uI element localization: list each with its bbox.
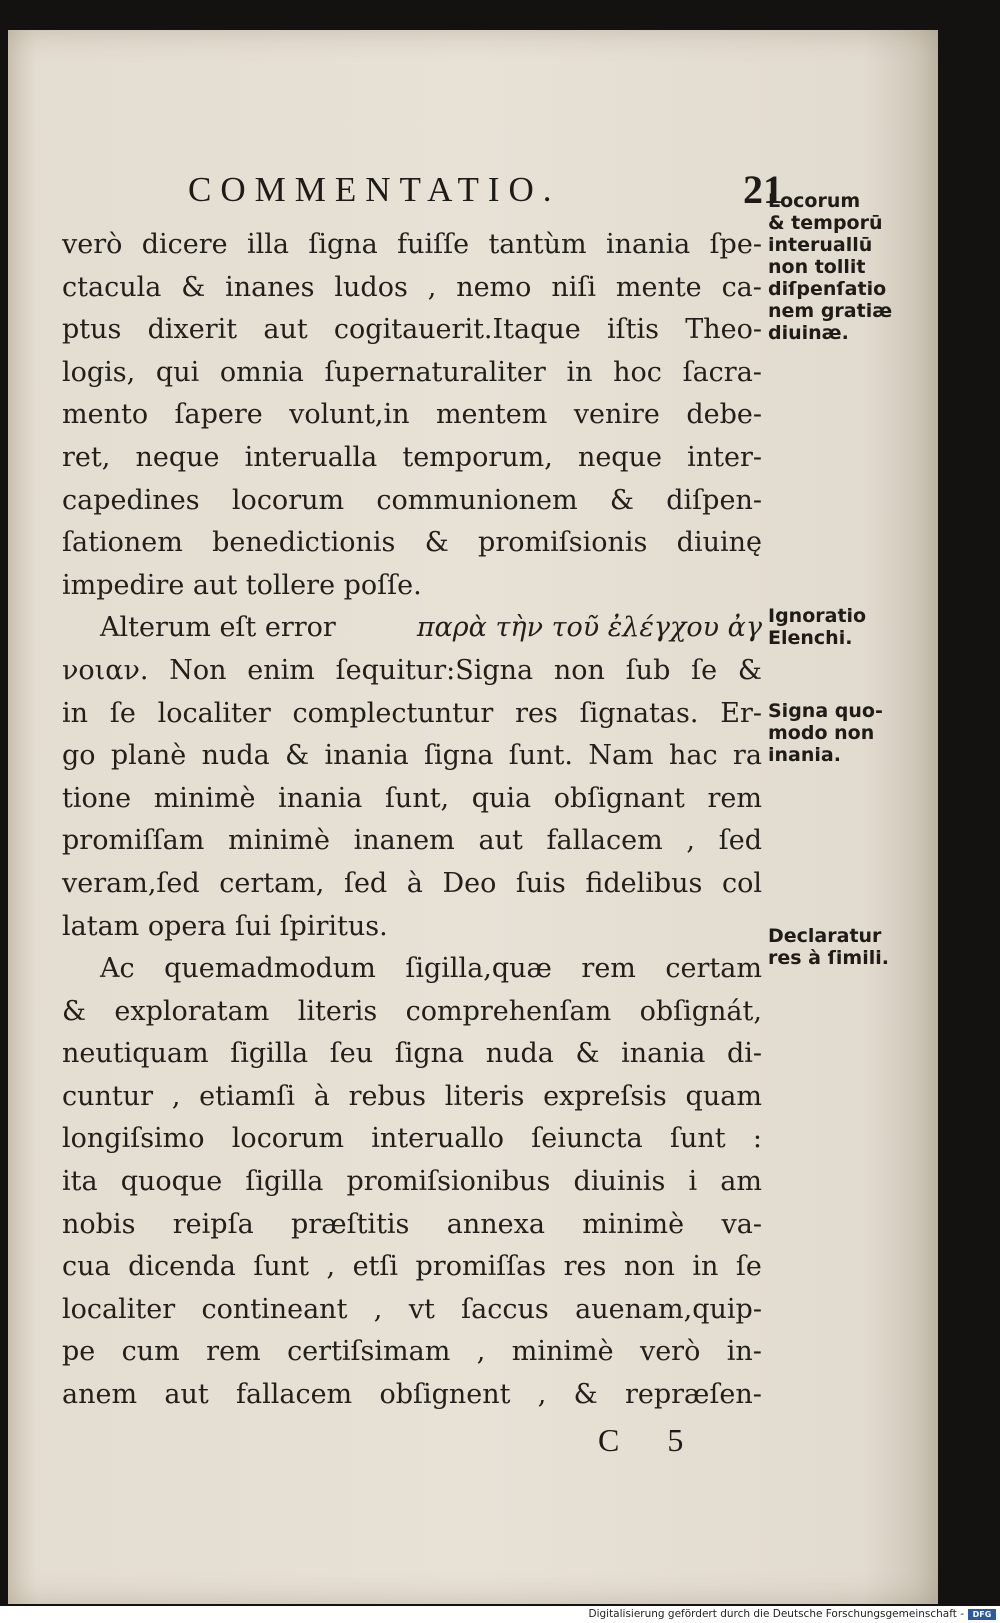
signature-mark: C 5 [598, 1422, 704, 1458]
digitization-footer [0, 1606, 1000, 1623]
margin-note [768, 605, 866, 649]
text-line: Ac quemadmodum ſigilla,quæ rem certam [100, 953, 762, 985]
margin-note [768, 190, 892, 344]
margin-note-line: Elenchi. [768, 627, 853, 649]
funding-credit: Digitalisierung gefördert durch die Deutsche Forschungsgemeinschaft - [588, 1608, 964, 1620]
margin-note-line: inania. [768, 744, 841, 766]
page-number: 21 [743, 167, 783, 212]
margin-note-line: Locorum [768, 190, 861, 212]
text-line: ret, neque interualla temporum, neque inter- [62, 441, 762, 473]
text-line-greek [62, 607, 762, 650]
text-line: capedines locorum communionem & diſpen- [62, 484, 762, 516]
margin-note-line: non tollit [768, 256, 866, 278]
text-line: tione minimè inania ſunt, quia obſignant rem [62, 782, 762, 814]
text-line: cua dicenda ſunt , etſi promiſſas res non in ſe [62, 1251, 762, 1283]
margin-note-line: Signa quo- [768, 700, 883, 722]
text-line: ctacula & inanes ludos , nemo niſi mente ca- [62, 271, 762, 303]
text-line: impedire aut tollere poſſe. [62, 569, 422, 601]
text-line: pe cum rem certiſsimam , minimè verò in- [62, 1336, 762, 1368]
margin-note-line: interuallū [768, 234, 873, 256]
latin-phrase: Alterum eſt error [100, 612, 336, 644]
text-line: anem aut fallacem obſignent , & repræſen- [62, 1379, 762, 1411]
text-line: verò dicere illa ſigna fuiſſe tantùm inania ſpe- [62, 229, 762, 260]
text-line: ptus dixerit aut cogitauerit.Itaque iſtis Theo- [62, 314, 762, 346]
text-line: logis, qui omnia ſupernaturaliter in hoc ſacra- [62, 356, 762, 388]
running-title: COMMENTATIO. [188, 170, 561, 209]
text-line: localiter contineant , vt ſaccus auenam,quip- [62, 1293, 762, 1325]
margin-note-line: diſpenſatio [768, 278, 887, 300]
margin-note-line: nem gratiæ [768, 300, 893, 322]
text-line: & exploratam literis comprehenſam obſignát, [62, 995, 762, 1027]
margin-note [768, 925, 889, 969]
margin-note [768, 700, 883, 766]
text-line: neutiquam ſigilla ſeu ſigna nuda & inania di- [62, 1038, 762, 1070]
text-line: go planè nuda & inania ſigna ſunt. Nam hac ra [62, 740, 762, 772]
text-line: latam opera ſui ſpiritus. [62, 910, 388, 942]
text-line: veram,ſed certam, ſed à Deo ſuis fidelibus col [62, 867, 762, 899]
margin-note-line: modo non [768, 722, 875, 744]
text-line: promiſſam minimè inanem aut fallacem , ſed [62, 825, 762, 857]
text-line: longiſsimo locorum interuallo ſeiuncta ſunt : [62, 1123, 762, 1155]
margin-note-line: Ignoratio [768, 605, 867, 627]
main-text [62, 224, 762, 1417]
text-line: ita quoque ſigilla promiſsionibus diuinis i am [62, 1166, 762, 1198]
page-header [188, 167, 788, 218]
margin-note-line: diuinæ. [768, 322, 849, 344]
text-line: nobis reipſa præſtitis annexa minimè va- [62, 1208, 762, 1240]
text-line: cuntur , etiamſi à rebus literis expreſsis quam [62, 1080, 762, 1112]
text-line: in ſe localiter complectuntur res ſignatas. Er- [62, 697, 762, 729]
greek-phrase: παρὰ τὴν τοῦ ἐλέγχου ἀγ [416, 612, 762, 644]
text-line: mento ſapere volunt,in mentem venire debe- [62, 399, 762, 431]
margin-note-line: res à ſimili. [768, 947, 889, 969]
text-line: ſationem benedictionis & promiſsionis diuinę [62, 527, 762, 559]
dfg-logo: DFG [968, 1609, 996, 1620]
margin-note-line: & temporū [768, 212, 883, 234]
text-line: νοιαν. Non enim ſequitur:Signa non ſub ſe & [62, 654, 762, 686]
book-page [8, 30, 938, 1604]
margin-note-line: Declaratur [768, 925, 882, 947]
